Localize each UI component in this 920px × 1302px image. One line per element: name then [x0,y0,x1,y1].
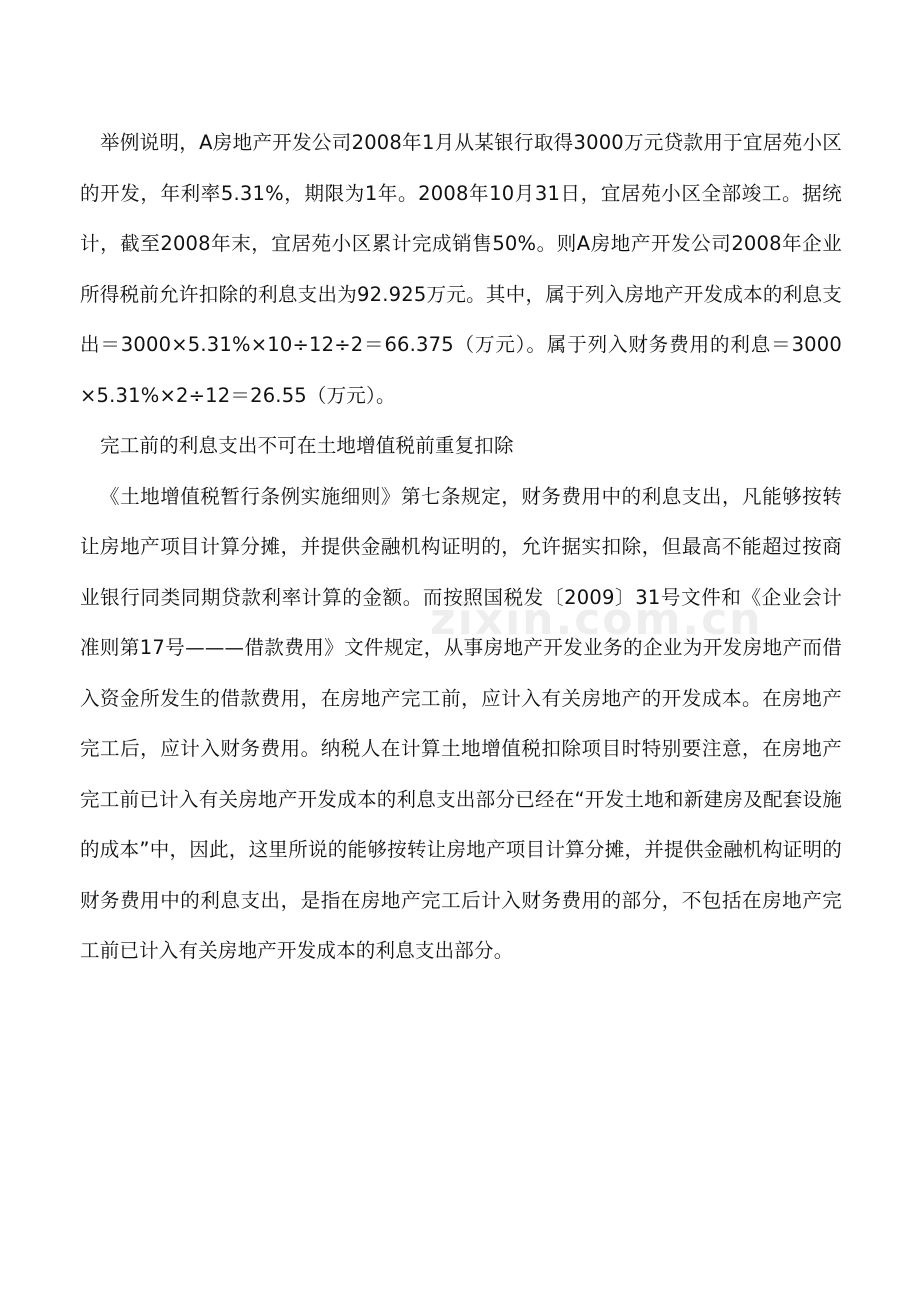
section-heading: 完工前的利息支出不可在土地增值税前重复扣除 [100,434,514,457]
document-body [80,118,842,977]
paragraph-regulation: 《土地增值税暂行条例实施细则》第七条规定，财务费用中的利息支出，凡能够按转让房地产项目计算分摊，并提供金融机构证明的，允许据实扣除，但最高不能超过按商业银行同类同期贷款利率计算的金额。而按照国税发〔2009〕31号文件和《企业会计准则第17号———借款费用》文件规定，从事房地产开发业务的企业为开发房地产而借入资金所发生的借款费用，在房地产完工前，应计入有关房地产的开发成本。在房地产完工后，应计入财务费用。纳税人在计算土地增值税扣除项目时特别要注意，在房地产完工前已计入有关房地产开发成本的利息支出部分已经在“开发土地和新建房及配套设施的成本”中，因此，这里所说的能够按转让房地产项目计算分摊，并提供金融机构证明的财务费用中的利息支出，是指在房地产完工后计入财务费用的部分，不包括在房地产完工前已计入有关房地产开发成本的利息支出部分。 [80,484,842,962]
watermark-logo: zixin.com.cn [430,594,763,645]
paragraph-example: 举例说明，A房地产开发公司2008年1月从某银行取得3000万元贷款用于宜居苑小区的开发，年利率5.31%，期限为1年。2008年10月31日，宜居苑小区全部竣工。据统计，截至2008年末，宜居苑小区累计完成销售50%。则A房地产开发公司2008年企业所得税前允许扣除的利息支出为92.925万元。其中，属于列入房地产开发成本的利息支出＝3000×5.31%×10÷12÷2＝66.375（万元）。属于列入财务费用的利息＝3000×5.31%×2÷12＝26.55（万元）。 [80,131,842,407]
